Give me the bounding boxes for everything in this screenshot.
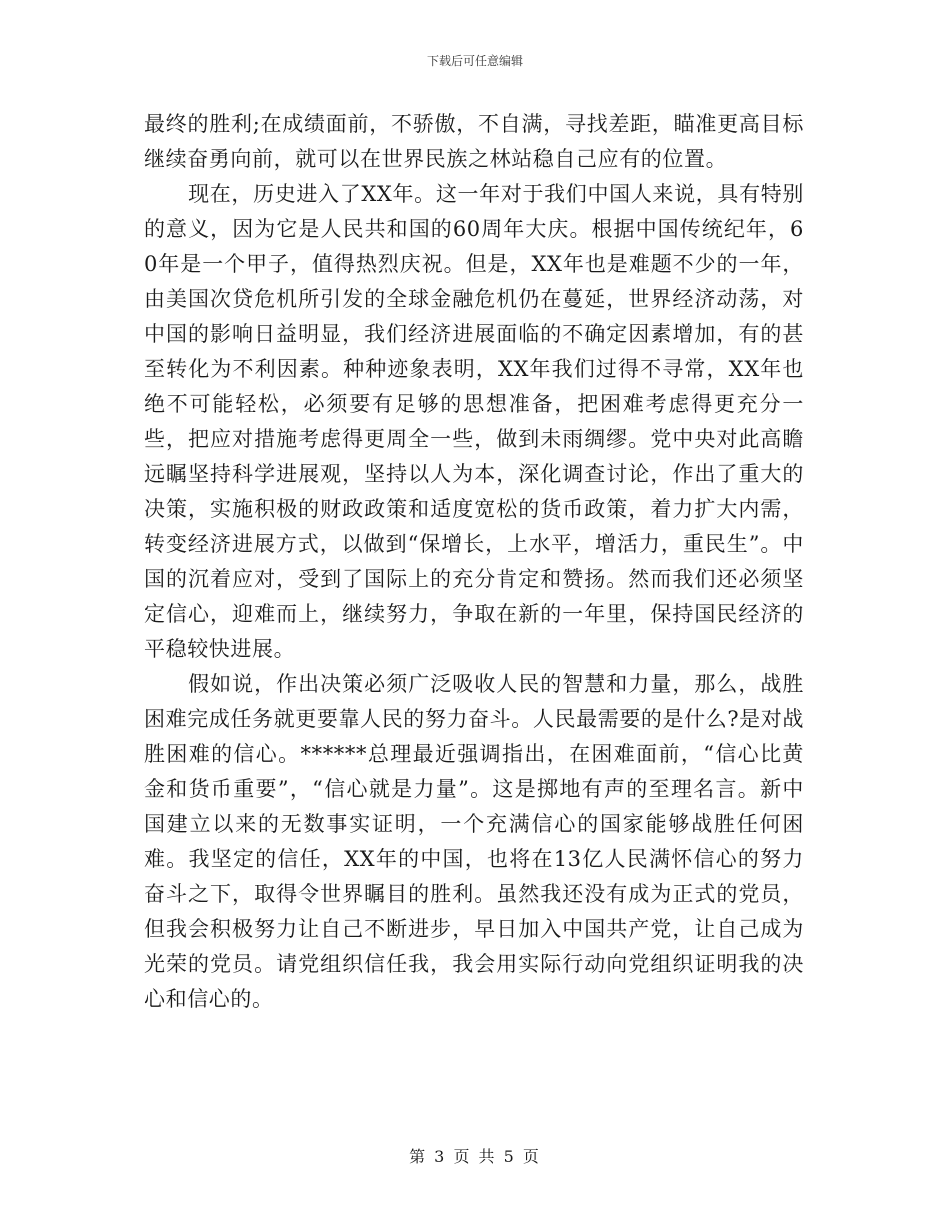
page-header-note: 下载后可任意编辑 (426, 54, 523, 68)
paragraph-continuation: 最终的胜利;在成绩面前，不骄傲，不自满，寻找差距，瞄准更高目标继续奋勇向前，就可以在世界民族之林站稳自己应有的位置。 (144, 112, 804, 171)
paragraph-confidence: 假如说，作出决策必须广泛吸收人民的智慧和力量，那么，战胜困难完成任务就更要靠人民的努力奋斗。人民最需要的是什么?是对战胜困难的信心。******总理最近强调指出，在困难面前，“信心比黄金和货币重要”，“信心就是力量”。这是掷地有声的至理名言。新中国建立以来的无数事实证明，一个充满信心的国家能够战胜任何困难。我坚定的信任，XX年的中国，也将在13亿人民满怀信心的努力奋斗之下，取得令世界瞩目的胜利。虽然我还没有成为正式的党员，但我会积极努力让自己不断进步，早日加入中国共产党，让自己成为光荣的党员。请党组织信任我，我会用实际行动向党组织证明我的决心和信心的。 (144, 672, 804, 1011)
document-body (144, 107, 804, 1017)
paragraph-history-xx-year: 现在，历史进入了XX年。这一年对于我们中国人来说，具有特别的意义，因为它是人民共和国的60周年大庆。根据中国传统纪年，60年是一个甲子，值得热烈庆祝。但是，XX年也是难题不少的一年，由美国次贷危机所引发的全球金融危机仍在蔓延，世界经济动荡，对中国的影响日益明显，我们经济进展面临的不确定因素增加，有的甚至转化为不利因素。种种迹象表明，XX年我们过得不寻常，XX年也绝不可能轻松，必须要有足够的思想准备，把困难考虑得更充分一些，把应对措施考虑得更周全一些，做到未雨绸缪。党中央对此高瞻远瞩坚持科学进展观，坚持以人为本，深化调查讨论，作出了重大的决策，实施积极的财政政策和适度宽松的货币政策，着力扩大内需，转变经济进展方式，以做到“保增长，上水平，增活力，重民生”。中国的沉着应对，受到了国际上的充分肯定和赞扬。然而我们还必须坚定信心，迎难而上，继续努力，争取在新的一年里，保持国民经济的平稳较快进展。 (144, 182, 804, 661)
page-number: 第 3 页 共 5 页 (409, 1147, 541, 1166)
